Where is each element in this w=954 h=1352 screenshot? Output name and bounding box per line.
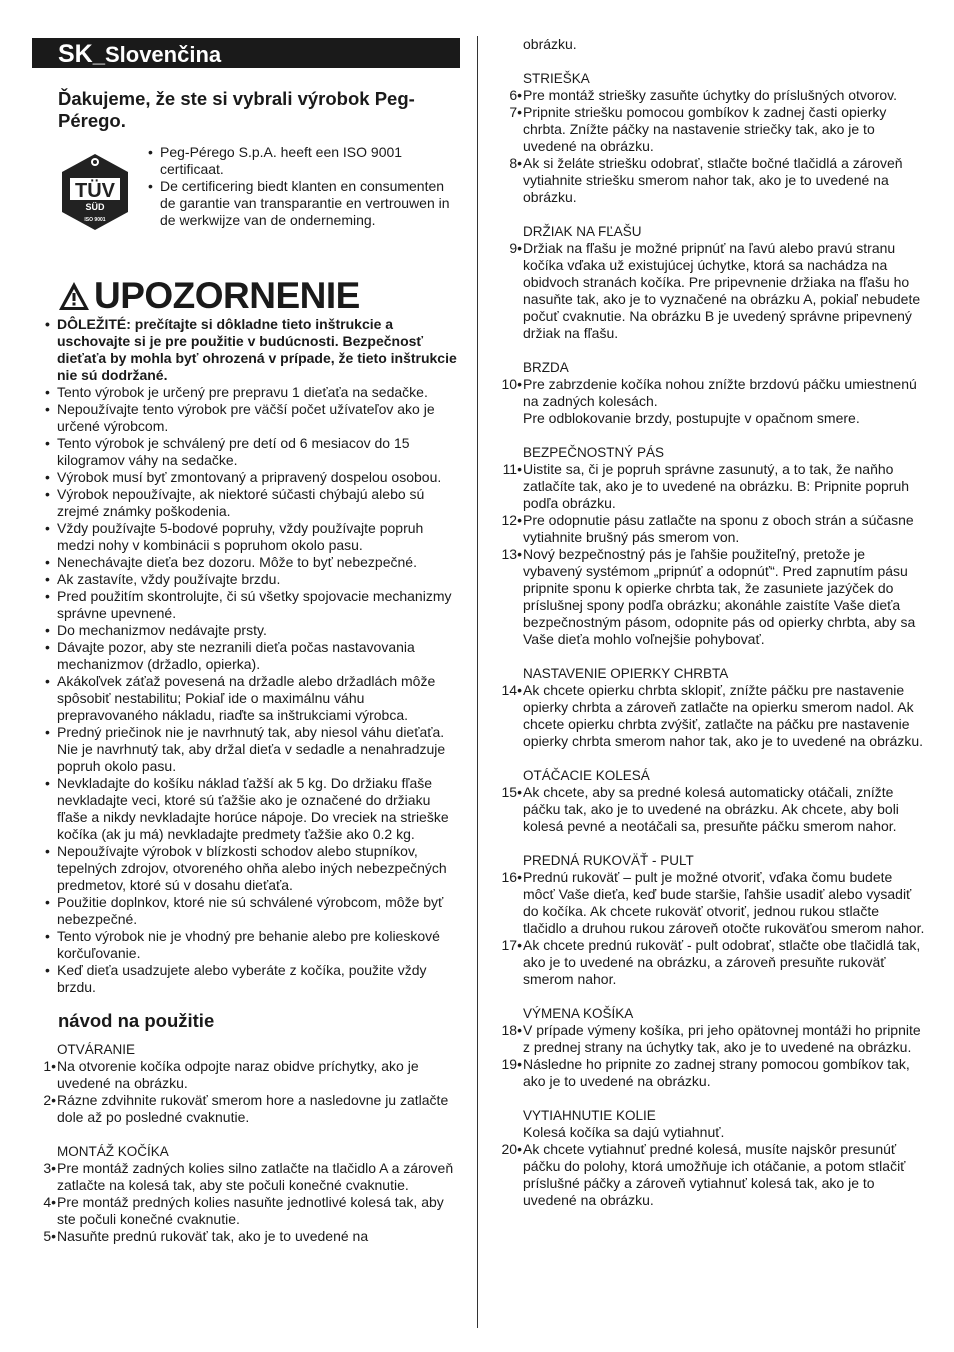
item-number: 15• — [501, 784, 522, 800]
warning-item: • Tento výrobok je určený pre prepravu 1 dieťaťa na sedačke. — [32, 384, 460, 401]
item-number: 3• — [43, 1160, 56, 1176]
item-text: Držiak na fľašu je možné pripnúť na ľavú alebo pravú stranu kočíka vďaka už existujúcej úchytke, ktorá sa nachádza na obidvoch stranách kočíka. Pre pripevnenie držiaka na fľašu ho nasuňte tak, ako je to vyznačené na obrázku A, pokiaľ nebudete počuť cvaknutie. Na obrázku B je uvedený správne pripevnený držiak na fľašu. — [523, 240, 921, 341]
tuv-logo-iso: ISO 9001 — [84, 217, 106, 223]
list-item — [498, 104, 926, 155]
list-item — [498, 87, 926, 104]
warning-title-text: UPOZORNENIE — [94, 275, 360, 316]
instruction-section — [498, 70, 926, 206]
section-heading: BRZDA — [523, 360, 569, 375]
item-number: 5• — [43, 1228, 56, 1244]
item-number: 6• — [509, 87, 522, 103]
tuv-logo-icon — [58, 152, 132, 232]
warning-item: • Nevkladajte do košíku náklad ťažší ak 5 kg. Do držiaku fľaše nevkladajte veci, ktoré sú ťažšie ako je označené do držiaku fľaše a nikdy nevkladajte horúce nápoje. Do vreciek na strieške kočíka (ak ju má) nevkladajte predmety ťažšie ako 0.2 kg. — [32, 775, 460, 843]
item-text: Nový bezpečnostný pás je ľahšie použiteľný, pretože je vybavený systémom „pripnúť a odopnúť“. Pred zapnutím pásu pripnite sponu k opierke chrbta tak, že zasuniete jazýček do príslušnej spony podľa obrázku; akonáhle zaistíte Vaše dieťa bezpečnostným pásom, odopnite pás od opierky chrbta, aby sa Vaše dieťa mohlo voľnejšie pohybovať. — [523, 546, 916, 647]
column-divider — [477, 36, 478, 1328]
item-text: Pre odopnutie pásu zatlačte na sponu z oboch strán a súčasne vytiahnite brušný pás smerom von. — [523, 512, 914, 545]
section-intro: Kolesá kočíka sa dajú vytiahnuť. — [523, 1124, 725, 1140]
section-heading: VÝMENA KOŠÍKA — [523, 1006, 634, 1021]
item-text: Uistite sa, či je popruh správne zasunutý, a to tak, že naňho zatlačíte tak, ako je to uvedené na obrázku. B: Pripnite popruh podľa obrázku. — [523, 461, 910, 511]
right-column — [498, 36, 926, 1209]
numbered-list — [498, 87, 926, 206]
list-item — [498, 937, 926, 988]
continuation-text: obrázku. — [523, 36, 577, 52]
tuv-logo-sub: SÜD — [85, 202, 105, 212]
item-text: Prednú rukoväť – pult je možné otvoriť, vďaka čomu budete môcť Vaše dieťa, keď bude staršie, ľahšie usadiť alebo vysadiť do kočíka. Ak chcete rukoväť otvoriť, jednou rukou stlačte tlačidlo a druhou rukou zároveň otočte rukoväťou smerom nahor. — [523, 869, 925, 936]
section-heading: STRIEŠKA — [523, 71, 590, 86]
important-note: • DÔLEŽITÉ: prečítajte si dôkladne tieto inštrukcie a uschovajte si je pre použitie v budúcnosti. Bezpečnosť dieťaťa by mohla byť ohrozená v prípade, že tieto inštrukcie nie sú dodržané. — [32, 316, 460, 384]
list-item — [498, 869, 926, 937]
warning-item: • Nepoužívajte výrobok v blízkosti schodov alebo stupníkov, tepelných zdrojov, otvoreného ohňa alebo iných nebezpečných predmetov, ktoré sú v dosahu dieťaťa. — [32, 843, 460, 894]
item-number: 1• — [43, 1058, 56, 1074]
section-heading: VYTIAHNUTIE KOLIE — [523, 1108, 656, 1123]
numbered-list — [498, 461, 926, 648]
warning-item: • Vždy používajte 5-bodové popruhy, vždy používajte popruh medzi nohy v kombinácii s popruhom okolo pasu. — [32, 520, 460, 554]
instruction-section — [498, 767, 926, 835]
item-number: 7• — [509, 104, 522, 120]
warning-title — [58, 276, 460, 316]
section-heading: PREDNÁ RUKOVÄŤ - PULT — [523, 853, 694, 868]
item-text: Následne ho pripnite zo zadnej strany pomocou gombíkov tak, ako je to uvedené na obrázku. — [523, 1056, 910, 1089]
list-item — [498, 240, 926, 342]
item-text: Pre montáž zadných kolies silno zatlačte na tlačidlo A a zároveň zatlačte na kolesá tak, aby ste počuli konečné cvaknutie. — [57, 1160, 454, 1193]
item-text: Pre zabrzdenie kočíka nohou znížte brzdovú páčku umiestnenú na zadných kolesách. Pre odblokovanie brzdy, postupujte v opačnom smere. — [523, 376, 917, 426]
right-instruction-sections — [498, 70, 926, 1209]
instruction-section — [32, 1143, 460, 1245]
item-text: Pripnite striešku pomocou gombíkov k zadnej časti opierky chrbta. Znížte páčky na nastavenie striečky tak, ako je to uvedené na obrázku. — [523, 104, 887, 154]
section-heading: OTVÁRANIE — [57, 1042, 136, 1057]
item-text: Na otvorenie kočíka odpojte naraz obidve príchytky, ako je uvedené na obrázku. — [57, 1058, 419, 1091]
section-heading: NASTAVENIE OPIERKY CHRBTA — [523, 666, 729, 681]
numbered-list — [498, 240, 926, 342]
warning-triangle-icon — [58, 281, 90, 311]
list-item — [498, 1022, 926, 1056]
list-item — [32, 1058, 460, 1092]
warning-item: • Akákoľvek záťaž povesená na držadle alebo držadlách môže spôsobiť nestabilitu; Pokiaľ ide o maximálnu váhu prepravovaného nákladu, riaďte sa inštrukciami výrobca. — [32, 673, 460, 724]
list-item — [498, 512, 926, 546]
tuv-logo-text: TÜV — [75, 180, 115, 202]
list-item — [32, 1228, 460, 1245]
item-number: 10• — [501, 376, 522, 392]
list-item — [32, 1160, 460, 1194]
item-text: V prípade výmeny košíka, pri jeho opätovnej montáži ho pripnite z prednej strany na úchytky tak, ako je to uvedené na obrázku. — [523, 1022, 921, 1055]
instruction-section — [498, 359, 926, 427]
warning-item: • Keď dieťa usadzujete alebo vyberáte z kočíka, použite vždy brzdu. — [32, 962, 460, 996]
numbered-list — [32, 1058, 460, 1126]
instruction-section — [498, 1005, 926, 1090]
numbered-list — [498, 376, 926, 427]
section-heading: MONTÁŽ KOČÍKA — [57, 1144, 169, 1159]
list-item — [498, 784, 926, 835]
list-item: • Peg-Pérego S.p.A. heeft een ISO 9001 certificaat. — [146, 144, 456, 178]
numbered-list — [498, 869, 926, 988]
certification-list — [146, 144, 456, 229]
item-text: Ak chcete opierku chrbta sklopiť, znížte páčku pre nastavenie opierky chrbta a zároveň zatlačte na opierku smerom nadol. Ak chcete opierku chrbta zvýšiť, zatlačte na páčku pre nastavenie opierky chrbta smerom nahor tak, ako je to uvedené na obrázku. — [523, 682, 923, 749]
item-text: Pre montáž predných kolies nasuňte jednotlivé kolesá tak, aby ste počuli konečné cvaknutie. — [57, 1194, 444, 1227]
warning-item: • Pred použitím skontrolujte, či sú všetky spojovacie mechanizmy správne upevnené. — [32, 588, 460, 622]
warning-list — [32, 316, 460, 996]
list-item — [32, 1194, 460, 1228]
instruction-section — [498, 665, 926, 750]
instruction-section — [498, 223, 926, 342]
section-heading: BEZPEČNOSTNÝ PÁS — [523, 445, 665, 460]
list-item — [32, 1092, 460, 1126]
warning-item: • Nepoužívajte tento výrobok pre väčší počet užívateľov ako je určené výrobcom. — [32, 401, 460, 435]
numbered-list — [498, 1141, 926, 1209]
item-number: 13• — [501, 546, 522, 562]
item-number: 17• — [501, 937, 522, 953]
warning-item: • Do mechanizmov nedávajte prsty. — [32, 622, 460, 639]
item-number: 2• — [43, 1092, 56, 1108]
language-name: _Slovenčina — [92, 42, 222, 67]
list-item — [498, 1056, 926, 1090]
item-number: 14• — [501, 682, 522, 698]
item-number: 19• — [501, 1056, 522, 1072]
numbered-list — [498, 682, 926, 750]
language-header — [32, 38, 460, 68]
warning-item: • Tento výrobok nie je vhodný pre behanie alebo pre kolieskové korčuľovanie. — [32, 928, 460, 962]
warning-item: • Ak zastavíte, vždy používajte brzdu. — [32, 571, 460, 588]
item-text: Ak chcete vytiahnuť predné kolesá, musíte najskôr presunúť páčku do polohy, ktorá umožňuje ich otáčanie, a potom stlačiť príslušné páčky a zároveň vytiahnuť kolesá tak, ako je to uvedené na obrázku. — [523, 1141, 906, 1208]
item-text: Nasuňte prednú rukoväť tak, ako je to uvedené na — [57, 1228, 369, 1244]
list-item — [498, 546, 926, 648]
item-number: 12• — [501, 512, 522, 528]
item-text: Ak si želáte striešku odobrať, stlačte bočné tlačidlá a zároveň vytiahnite striešku smerom nahor tak, ako je to uvedené na obrázku. — [523, 155, 903, 205]
item-number: 9• — [509, 240, 522, 256]
warning-item: • Tento výrobok je schválený pre detí od 6 mesiacov do 15 kilogramov váhy na sedačke. — [32, 435, 460, 469]
left-instruction-sections — [32, 1041, 460, 1245]
item-number: 11• — [502, 461, 522, 477]
language-code: SK — [58, 40, 93, 68]
instruction-section — [498, 852, 926, 988]
certification-block — [32, 144, 460, 266]
left-column — [32, 38, 460, 1245]
item-text: Pre montáž striešky zasuňte úchytky do príslušných otvorov. — [523, 87, 898, 103]
numbered-list — [32, 1160, 460, 1245]
warning-item: • Dávajte pozor, aby ste nezranili dieťa počas nastavovania mechanizmov (držadlo, opierka). — [32, 639, 460, 673]
item-text: Ak chcete, aby sa predné kolesá automaticky otáčali, znížte páčku tak, ako je to uvedené na obrázku. Ak chcete, aby boli kolesá pevné a neotáčali sa, presuňte páčku smerom nahor. — [523, 784, 899, 834]
list-item — [498, 1141, 926, 1209]
item-number: 4• — [43, 1194, 56, 1210]
list-item — [498, 682, 926, 750]
item-text: Rázne zdvihnite rukoväť smerom hore a nasledovne ju zatlačte dole až po posledné cvaknutie. — [57, 1092, 449, 1125]
instruction-section — [32, 1041, 460, 1126]
warning-item: • Výrobok musí byť zmontovaný a pripravený dospelou osobou. — [32, 469, 460, 486]
warning-item: • Predný priečinok nie je navrhnutý tak, aby niesol váhu dieťaťa. Nie je navrhnutý tak, aby držal dieťa v sedadle a nenahradzuje popruh okolo pasu. — [32, 724, 460, 775]
item-text: Ak chcete prednú rukoväť - pult odobrať, stlačte obe tlačidlá tak, ako je to uvedené na obrázku, a zároveň presuňte rukoväť smerom nahor. — [523, 937, 921, 987]
list-item — [498, 461, 926, 512]
section-heading: DRŽIAK NA FĽAŠU — [523, 224, 642, 239]
warning-item: • Výrobok nepoužívajte, ak niektoré súčasti chýbajú alebo sú zrejmé známky poškodenia. — [32, 486, 460, 520]
item-number: 16• — [501, 869, 522, 885]
warning-item: • Použitie doplnkov, ktoré nie sú schválené výrobcom, môže byť nebezpečné. — [32, 894, 460, 928]
numbered-list — [498, 1022, 926, 1090]
list-item: • De certificering biedt klanten en consumenten de garantie van transparantie en vertrouwen in de werkwijze van de onderneming. — [146, 178, 456, 229]
item-number: 8• — [509, 155, 522, 171]
instructions-title: návod na použitie — [58, 1010, 215, 1031]
list-item — [498, 155, 926, 206]
item-number: 18• — [501, 1022, 522, 1038]
warning-item: • Nenechávajte dieťa bez dozoru. Môže to byť nebezpečné. — [32, 554, 460, 571]
instruction-section — [498, 444, 926, 648]
numbered-list — [498, 784, 926, 835]
section-heading: OTÁČACIE KOLESÁ — [523, 768, 650, 783]
list-item — [498, 376, 926, 427]
thanks-heading: Ďakujeme, že ste si vybrali výrobok Peg-Pérego. — [58, 88, 415, 131]
instruction-section — [498, 1107, 926, 1209]
item-number: 20• — [501, 1141, 522, 1157]
